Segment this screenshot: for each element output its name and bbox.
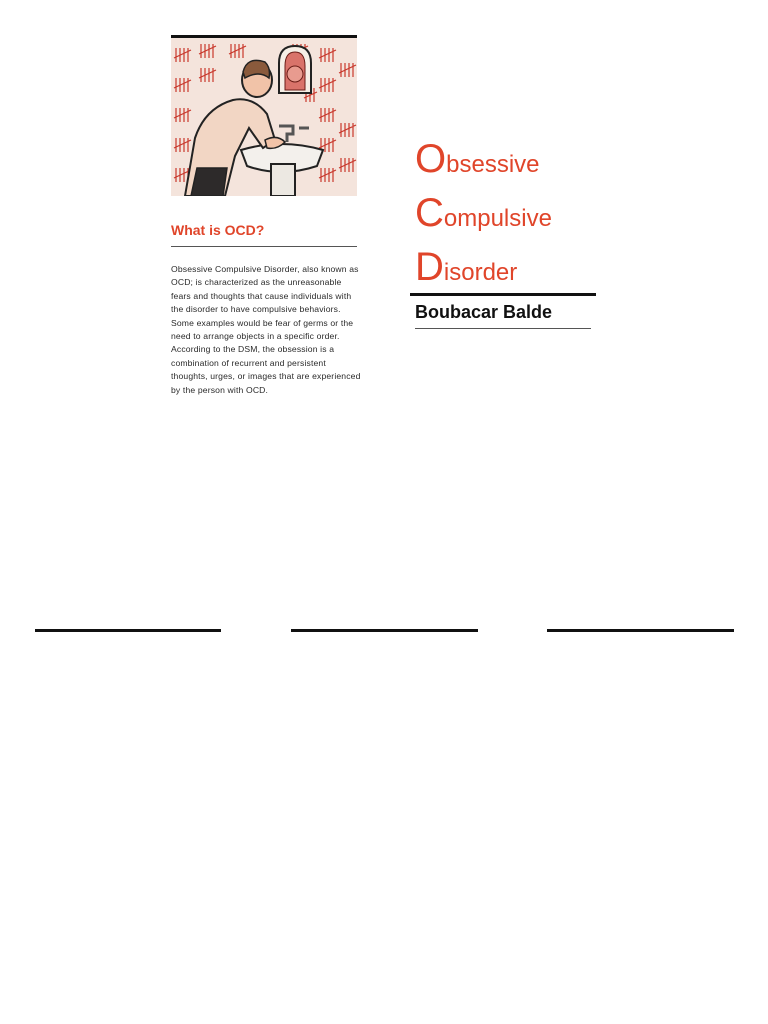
title-rest: ompulsive (443, 205, 552, 232)
illustration-man-washing-hands (171, 38, 357, 196)
illustration-graphic (171, 38, 357, 196)
title-initial: D (415, 245, 444, 289)
title-rest: bsessive (446, 151, 540, 178)
title-divider (410, 293, 596, 296)
author-name: Boubacar Balde (415, 302, 553, 322)
section-body-text: Obsessive Compulsive Disorder, also known as OCD; is characterized as the unreasonable fears and thoughts that cause individuals with the disorder to have compulsive behaviors. Some examples would be fear of germs or the need to arrange objects in a specific order. According to the DSM, the obsession is a combination of recurrent and persistent thoughts, urges, or images that are experienced by the person with OCD. (171, 264, 361, 395)
section-heading: What is OCD? (171, 222, 265, 238)
heading-divider (171, 246, 357, 247)
bottom-rule-right (547, 629, 734, 632)
bottom-rule-left (35, 629, 221, 632)
bottom-rule-center (291, 629, 478, 632)
author-divider (415, 328, 591, 329)
title-line-disorder (415, 247, 517, 287)
title-line-compulsive (415, 193, 552, 233)
title-line-obsessive (415, 139, 540, 179)
title-initial: C (415, 191, 444, 235)
title-rest: isorder (443, 259, 518, 286)
title-initial: O (415, 137, 447, 181)
